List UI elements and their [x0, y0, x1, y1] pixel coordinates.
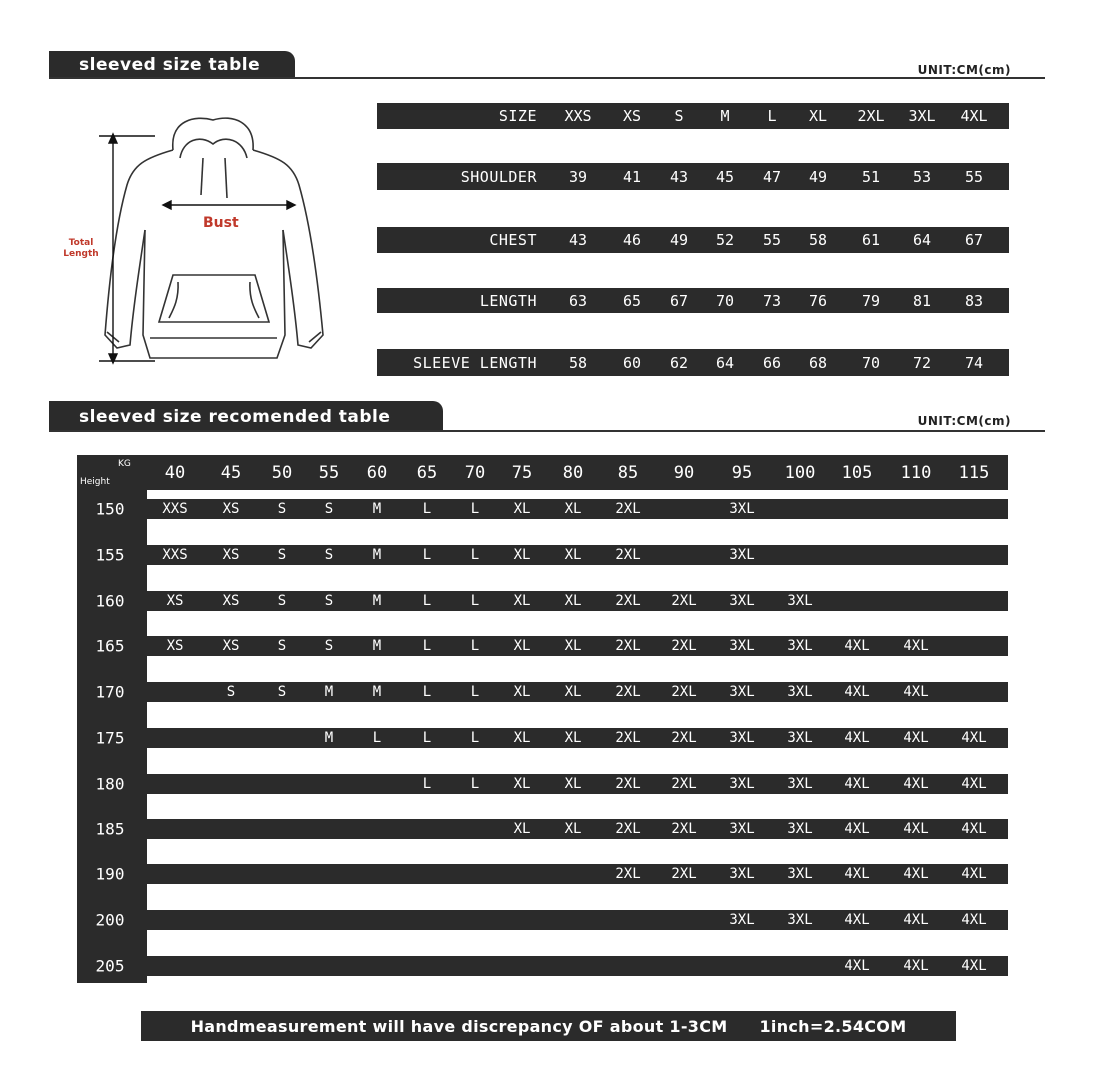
recommended-size-cell: L: [470, 638, 480, 654]
height-cell: 180: [95, 774, 125, 794]
kg-corner-label: KG: [118, 459, 131, 469]
recommended-size-cell: XL: [564, 638, 582, 654]
height-cell: 155: [95, 545, 125, 565]
size-value-cell: 64: [912, 231, 932, 249]
recommended-size-cell: L: [470, 593, 480, 609]
size-header-cell: 3XL: [908, 107, 936, 125]
recommended-size-cell: 4XL: [844, 776, 870, 792]
recommended-size-cell: 2XL: [615, 821, 641, 837]
size-row-chest: [377, 227, 1009, 253]
size-value-cell: 72: [912, 353, 932, 372]
height-column: [77, 455, 147, 983]
size-value-cell: 49: [669, 231, 689, 249]
size-value-cell: 68: [808, 353, 828, 372]
size-header-cell: S: [674, 107, 684, 125]
recommended-size-cell: XL: [513, 684, 531, 700]
size-table-title: sleeved size table: [49, 51, 295, 79]
recommended-size-cell: 2XL: [615, 684, 641, 700]
recommended-size-cell: XS: [222, 593, 240, 609]
recommended-size-cell: 2XL: [671, 684, 697, 700]
recommended-size-cell: S: [324, 593, 334, 609]
size-row-label: SHOULDER: [460, 167, 537, 186]
recommended-size-cell: 3XL: [787, 776, 813, 792]
size-header-row: [377, 103, 1009, 129]
size-header-label: SIZE: [498, 107, 537, 125]
recommended-size-cell: 4XL: [903, 776, 929, 792]
recommended-size-cell: 4XL: [961, 821, 987, 837]
weight-header-cell: 70: [464, 463, 486, 483]
recommended-size-cell: 3XL: [729, 501, 755, 517]
size-value-cell: 70: [715, 291, 735, 310]
size-value-cell: 63: [568, 291, 588, 310]
recommended-size-cell: 4XL: [844, 866, 870, 882]
recommended-size-cell: 4XL: [844, 821, 870, 837]
recommended-size-cell: L: [372, 730, 382, 746]
size-value-cell: 67: [964, 231, 984, 249]
size-value-cell: 70: [861, 353, 881, 372]
recommended-size-cell: XXS: [162, 547, 188, 563]
recommended-size-cell: 2XL: [671, 730, 697, 746]
size-table-divider: [49, 77, 1045, 79]
weight-header-cell: 40: [164, 463, 186, 483]
recommend-row-band: [77, 499, 1008, 519]
recommended-size-cell: XL: [564, 547, 582, 563]
recommended-size-cell: S: [324, 501, 334, 517]
total-length-line-1: Total: [68, 238, 94, 248]
weight-header-cell: 60: [366, 463, 388, 483]
recommended-size-cell: 3XL: [729, 547, 755, 563]
height-cell: 150: [95, 499, 125, 519]
weight-header-cell: 105: [841, 463, 873, 483]
recommended-size-cell: 3XL: [729, 684, 755, 700]
size-header-cell: XS: [622, 107, 642, 125]
recommended-size-cell: 4XL: [961, 866, 987, 882]
recommended-size-cell: XL: [564, 501, 582, 517]
recommended-size-cell: XS: [222, 501, 240, 517]
height-cell: 165: [95, 636, 125, 656]
recommended-size-cell: XL: [513, 501, 531, 517]
recommended-size-cell: S: [277, 638, 287, 654]
recommended-size-cell: XL: [564, 776, 582, 792]
size-value-cell: 64: [715, 353, 735, 372]
recommended-size-cell: XL: [513, 638, 531, 654]
weight-header-cell: 75: [511, 463, 533, 483]
recommended-size-cell: 4XL: [844, 912, 870, 928]
size-value-cell: 65: [622, 291, 642, 310]
recommended-size-cell: M: [324, 730, 334, 746]
recommended-size-cell: 3XL: [787, 730, 813, 746]
recommended-size-cell: 3XL: [729, 730, 755, 746]
recommended-size-cell: 4XL: [961, 730, 987, 746]
recommended-size-cell: 2XL: [615, 638, 641, 654]
recommended-size-cell: 2XL: [671, 821, 697, 837]
size-value-cell: 83: [964, 291, 984, 310]
recommended-size-cell: 4XL: [961, 776, 987, 792]
size-row-label: SLEEVE LENGTH: [413, 353, 537, 372]
recommended-size-cell: M: [372, 638, 382, 654]
recommended-size-cell: 4XL: [903, 958, 929, 974]
recommended-size-cell: L: [422, 638, 432, 654]
recommended-size-cell: 2XL: [615, 776, 641, 792]
recommended-size-cell: 2XL: [615, 547, 641, 563]
size-value-cell: 49: [808, 167, 828, 186]
recommended-size-cell: XL: [513, 593, 531, 609]
height-cell: 205: [95, 956, 125, 976]
size-value-cell: 74: [964, 353, 984, 372]
recommended-size-cell: 4XL: [903, 730, 929, 746]
size-value-cell: 58: [568, 353, 588, 372]
weight-header-cell: 65: [416, 463, 438, 483]
size-value-cell: 76: [808, 291, 828, 310]
recommend-row-band: [77, 591, 1008, 611]
recommended-size-cell: 4XL: [903, 638, 929, 654]
recommended-size-cell: L: [422, 501, 432, 517]
recommended-size-cell: XL: [513, 821, 531, 837]
recommended-size-cell: S: [324, 547, 334, 563]
recommended-size-cell: S: [277, 547, 287, 563]
recommended-size-cell: S: [324, 638, 334, 654]
size-value-cell: 53: [912, 167, 932, 186]
recommended-size-cell: 3XL: [729, 866, 755, 882]
size-value-cell: 61: [861, 231, 881, 249]
height-cell: 170: [95, 682, 125, 702]
recommended-size-cell: S: [277, 501, 287, 517]
size-row-shoulder: [377, 163, 1009, 190]
recommended-size-cell: 4XL: [844, 638, 870, 654]
recommended-size-cell: XS: [166, 638, 184, 654]
footer-note-bar: [141, 1011, 956, 1041]
recommended-size-cell: L: [422, 730, 432, 746]
recommend-table-title: sleeved size recomended table: [49, 401, 443, 432]
size-value-cell: 43: [568, 231, 588, 249]
recommended-size-cell: 3XL: [787, 866, 813, 882]
size-value-cell: 62: [669, 353, 689, 372]
recommended-size-cell: 4XL: [844, 958, 870, 974]
size-row-length: [377, 288, 1009, 313]
size-value-cell: 41: [622, 167, 642, 186]
weight-header-cell: 90: [673, 463, 695, 483]
size-table-unit: UNIT:CM(cm): [917, 63, 1011, 77]
size-row-sleeve-length: [377, 349, 1009, 376]
recommended-size-cell: L: [470, 501, 480, 517]
weight-header-cell: 80: [562, 463, 584, 483]
weight-header-cell: 110: [900, 463, 932, 483]
recommended-size-cell: 3XL: [787, 912, 813, 928]
recommended-size-cell: 3XL: [787, 638, 813, 654]
weight-header-cell: 85: [617, 463, 639, 483]
size-header-cell: XL: [808, 107, 828, 125]
recommended-size-cell: 3XL: [729, 776, 755, 792]
recommended-size-cell: L: [470, 684, 480, 700]
recommended-size-cell: 2XL: [615, 866, 641, 882]
recommended-size-cell: XL: [513, 730, 531, 746]
recommended-size-cell: 2XL: [615, 593, 641, 609]
recommend-table-divider: [49, 430, 1045, 432]
footer-discrepancy-note: Handmeasurement will have discrepancy OF about 1-3CM: [190, 1016, 728, 1036]
recommended-size-cell: XS: [222, 547, 240, 563]
recommended-size-cell: 3XL: [729, 593, 755, 609]
recommended-size-cell: L: [422, 547, 432, 563]
recommended-size-cell: L: [422, 776, 432, 792]
size-header-cell: 2XL: [857, 107, 885, 125]
height-cell: 190: [95, 864, 125, 884]
size-value-cell: 39: [568, 167, 588, 186]
size-value-cell: 47: [762, 167, 782, 186]
size-value-cell: 60: [622, 353, 642, 372]
recommended-size-cell: 3XL: [729, 821, 755, 837]
size-row-label: CHEST: [489, 231, 537, 249]
size-value-cell: 52: [715, 231, 735, 249]
recommended-size-cell: 4XL: [961, 958, 987, 974]
size-value-cell: 66: [762, 353, 782, 372]
recommended-size-cell: 4XL: [961, 912, 987, 928]
size-header-cell: 4XL: [960, 107, 988, 125]
recommend-table-unit: UNIT:CM(cm): [917, 414, 1011, 428]
weight-header-cell: 115: [958, 463, 990, 483]
height-cell: 160: [95, 591, 125, 611]
recommend-row-band: [77, 545, 1008, 565]
recommended-size-cell: L: [422, 684, 432, 700]
size-value-cell: 58: [808, 231, 828, 249]
recommended-size-cell: M: [372, 501, 382, 517]
recommended-size-cell: L: [470, 547, 480, 563]
weight-header-cell: 100: [784, 463, 816, 483]
recommended-size-cell: 4XL: [844, 684, 870, 700]
recommended-size-cell: 2XL: [671, 593, 697, 609]
recommended-size-cell: XL: [513, 776, 531, 792]
bust-label: Bust: [203, 215, 239, 231]
size-header-cell: M: [720, 107, 730, 125]
size-value-cell: 46: [622, 231, 642, 249]
recommended-size-cell: XL: [513, 547, 531, 563]
recommended-size-cell: XL: [564, 593, 582, 609]
footer-conversion: 1inch=2.54COM: [759, 1016, 907, 1036]
recommended-size-cell: M: [372, 684, 382, 700]
weight-header-cell: 50: [271, 463, 293, 483]
recommended-size-cell: 2XL: [615, 501, 641, 517]
recommended-size-cell: 2XL: [615, 730, 641, 746]
size-value-cell: 73: [762, 291, 782, 310]
recommended-size-cell: XS: [222, 638, 240, 654]
recommended-size-cell: L: [470, 776, 480, 792]
size-value-cell: 43: [669, 167, 689, 186]
weight-header-cell: 55: [318, 463, 340, 483]
height-corner-label: Height: [80, 477, 110, 487]
size-header-cell: XXS: [564, 107, 592, 125]
height-cell: 185: [95, 819, 125, 839]
recommended-size-cell: M: [372, 593, 382, 609]
recommended-size-cell: 2XL: [671, 866, 697, 882]
recommended-size-cell: 3XL: [787, 593, 813, 609]
recommended-size-cell: M: [324, 684, 334, 700]
size-header-cell: L: [767, 107, 777, 125]
recommended-size-cell: S: [277, 593, 287, 609]
height-cell: 200: [95, 910, 125, 930]
recommended-size-cell: 4XL: [903, 821, 929, 837]
size-value-cell: 51: [861, 167, 881, 186]
size-value-cell: 81: [912, 291, 932, 310]
recommended-size-cell: 4XL: [903, 912, 929, 928]
recommended-size-cell: XL: [564, 821, 582, 837]
recommended-size-cell: XL: [564, 684, 582, 700]
recommended-size-cell: 3XL: [787, 821, 813, 837]
recommended-size-cell: 4XL: [844, 730, 870, 746]
size-row-label: LENGTH: [479, 291, 537, 310]
size-value-cell: 67: [669, 291, 689, 310]
recommended-size-cell: S: [277, 684, 287, 700]
recommended-size-cell: 2XL: [671, 638, 697, 654]
recommended-size-cell: L: [422, 593, 432, 609]
recommended-size-cell: XL: [564, 730, 582, 746]
recommended-size-cell: S: [226, 684, 236, 700]
recommended-size-cell: L: [470, 730, 480, 746]
size-value-cell: 55: [762, 231, 782, 249]
recommended-size-cell: 2XL: [671, 776, 697, 792]
size-value-cell: 55: [964, 167, 984, 186]
recommended-size-cell: XS: [166, 593, 184, 609]
weight-header-cell: 45: [220, 463, 242, 483]
weight-header-cell: 95: [731, 463, 753, 483]
recommended-size-cell: 4XL: [903, 684, 929, 700]
size-value-cell: 79: [861, 291, 881, 310]
total-length-line-2: Length: [63, 249, 99, 259]
recommended-size-cell: XXS: [162, 501, 188, 517]
recommended-size-cell: M: [372, 547, 382, 563]
recommended-size-cell: 3XL: [729, 638, 755, 654]
recommended-size-cell: 4XL: [903, 866, 929, 882]
height-cell: 175: [95, 728, 125, 748]
hoodie-diagram: [55, 110, 355, 370]
size-value-cell: 45: [715, 167, 735, 186]
recommended-size-cell: 3XL: [729, 912, 755, 928]
total-length-label: [51, 238, 111, 260]
recommended-size-cell: 3XL: [787, 684, 813, 700]
